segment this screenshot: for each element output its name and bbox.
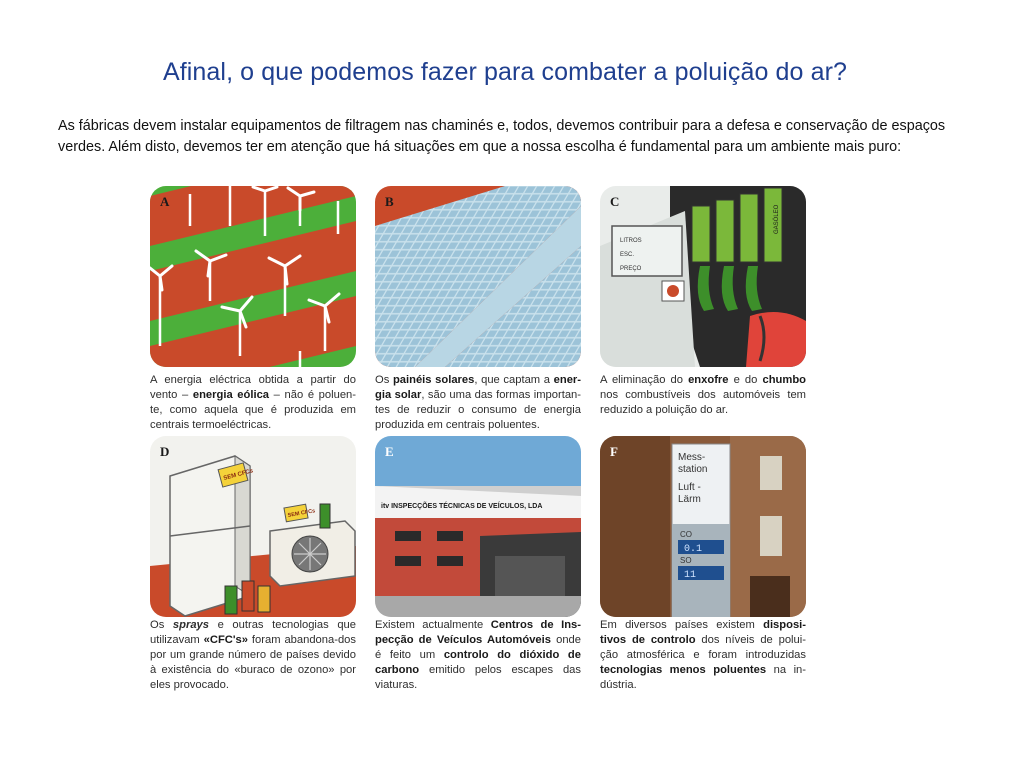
panel-letter: F <box>610 444 618 459</box>
co-value: 0.1 <box>684 544 703 555</box>
measuring-station-photo <box>600 436 806 617</box>
so-label: SO <box>680 556 692 565</box>
so-value: 11 <box>684 570 697 581</box>
fuel-pump-illustration <box>600 186 806 367</box>
station-sign-line3: Luft - <box>678 482 701 493</box>
caption-bold: painéis solares <box>392 374 475 386</box>
caption-text: – não é poluen-te, como aquela que é produzida em centrais termoeléctricas. <box>150 389 357 431</box>
panel-e-inspection-centre <box>375 436 581 617</box>
caption-text: Existem actualmente <box>375 619 491 631</box>
caption-text: foram abandona-dos por um grande número de países devido à existência do «buraco de ozono» por eles provocado. <box>150 634 356 691</box>
caption-text: Em diversos países existem <box>600 619 764 631</box>
caption-bold: controlo do dióxido de carbono <box>375 649 581 676</box>
station-sign-line1: Mess- <box>678 452 706 463</box>
sticker-sem-cfcs: SEM CFCs <box>287 508 316 519</box>
caption-text: nos combustíveis dos automóveis tem reduzido a poluição do ar. <box>600 389 806 416</box>
co-label: CO <box>680 530 692 539</box>
caption-text: Os <box>375 374 393 386</box>
caption-bold: energia eólica <box>192 389 270 401</box>
sticker-sem-cfcs: SEM CFCs <box>222 468 254 482</box>
caption-text: e do <box>728 374 763 386</box>
wind-farm-illustration <box>150 186 356 367</box>
panel-b-caption <box>375 373 581 433</box>
panel-e-caption <box>375 618 581 693</box>
caption-text: Os <box>150 619 173 631</box>
pump-label-esc: ESC. <box>620 252 635 258</box>
station-sign-line4: Lärm <box>678 494 701 505</box>
panel-letter: B <box>385 194 394 209</box>
panel-d-caption <box>150 618 356 693</box>
caption-text: onde é feito um <box>375 634 581 661</box>
caption-italic: sprays <box>172 619 209 631</box>
caption-text: A energia eléctrica obtida a partir do vento – <box>150 374 356 401</box>
panel-d-fridge-sprays <box>150 436 356 617</box>
panel-c-caption <box>600 373 806 418</box>
pump-label-gasoleo: GASÓLEO <box>774 204 780 234</box>
pump-label-preco: PREÇO <box>620 266 642 272</box>
caption-bold: disposi-tivos de controlo <box>600 619 806 646</box>
caption-text: na in-dústria. <box>600 664 806 691</box>
panel-a-wind-farm <box>150 186 356 367</box>
intro-paragraph: As fábricas devem instalar equipamentos de filtragem nas chaminés e, todos, devemos contribuir para a defesa e conservação de espaços verdes. Além disto, devemos ter em atenção que há situações em que a nossa escolha é fundamental para um ambiente mais puro: <box>58 118 946 155</box>
caption-bold: «CFC's» <box>203 634 248 646</box>
caption-bold: tecnologias menos poluentes <box>600 664 767 676</box>
panel-letter: E <box>385 444 394 459</box>
panel-letter: D <box>160 444 170 459</box>
panel-c-fuel-pump <box>600 186 806 367</box>
illustration-figure <box>145 183 811 693</box>
caption-text: , que captam a <box>474 374 554 386</box>
caption-text: e outras tecnologias que utilizavam <box>150 619 356 646</box>
panel-letter: C <box>610 194 620 209</box>
caption-text: dos níveis de polui-ção atmosférica e foram introduzidas <box>600 634 806 661</box>
fridge-sprays-illustration <box>150 436 356 617</box>
inspection-centre-photo <box>375 436 581 617</box>
slide-title: Afinal, o que podemos fazer para combater a poluição do ar? <box>162 58 848 86</box>
panel-f-measuring-station <box>600 436 806 617</box>
solar-panels-illustration <box>375 186 581 367</box>
panel-letter: A <box>160 194 170 209</box>
panel-a-caption <box>150 373 356 433</box>
caption-text: emitido pelos escapes das viaturas. <box>375 664 581 691</box>
caption-text: A eliminação do <box>600 374 689 386</box>
caption-bold: enxofre <box>688 374 729 386</box>
station-sign-line2: station <box>678 464 708 475</box>
itv-sign-text: itv INSPECÇÕES TÉCNICAS DE VEÍCULOS, LDA <box>381 503 543 510</box>
pump-label-litros: LITROS <box>620 238 642 244</box>
caption-bold: ener-gia solar <box>375 374 581 401</box>
panel-f-caption <box>600 618 806 693</box>
panel-b-solar-panels <box>375 186 581 367</box>
caption-text: , são uma das formas importan-tes de reduzir o consumo de energia produzida em centrais poluentes. <box>375 389 581 431</box>
caption-bold: chumbo <box>762 374 806 386</box>
caption-bold: Centros de Ins-pecção de Veículos Automóveis <box>375 619 582 646</box>
